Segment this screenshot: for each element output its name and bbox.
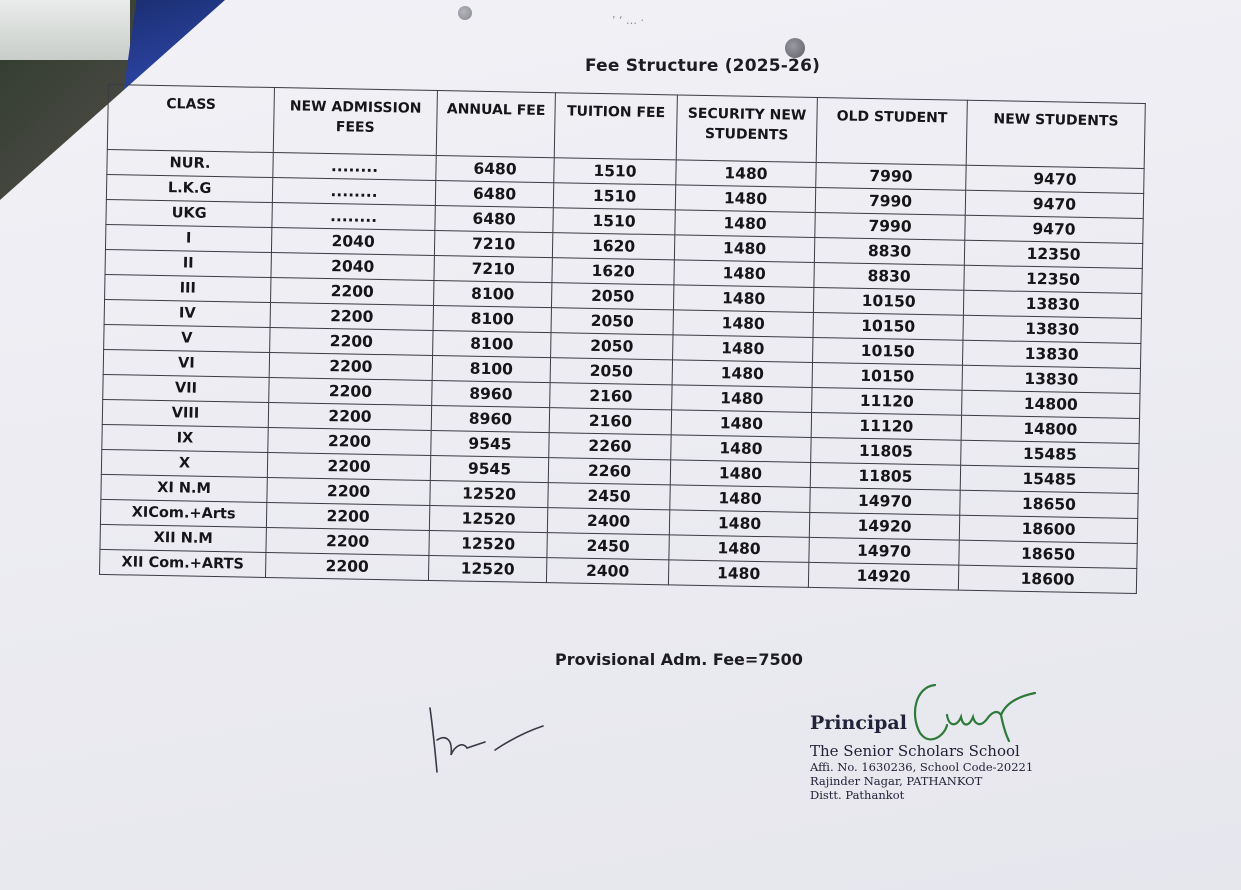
class-cell: L.K.G <box>106 174 272 202</box>
fee-cell: 14800 <box>962 390 1140 418</box>
fee-cell: 9470 <box>965 215 1143 243</box>
fee-cell: 2200 <box>269 378 432 406</box>
fee-cell: 1480 <box>670 485 810 513</box>
fee-cell: 1480 <box>675 210 815 238</box>
fee-cell: 1620 <box>552 233 674 260</box>
handwritten-initials <box>425 700 555 780</box>
column-header: CLASS <box>107 85 274 153</box>
fee-table <box>99 84 1146 594</box>
class-cell: NUR. <box>107 149 273 177</box>
fee-cell: 1480 <box>670 460 810 488</box>
fee-cell: 11805 <box>810 462 960 490</box>
fee-cell: 8830 <box>814 262 964 290</box>
punch-hole <box>785 38 805 58</box>
class-cell: VII <box>103 374 269 402</box>
fee-cell: 14800 <box>961 415 1139 443</box>
fee-cell: 15485 <box>960 465 1138 493</box>
fee-cell: 1480 <box>671 410 811 438</box>
class-cell: VIII <box>102 399 268 427</box>
fee-cell: 10150 <box>813 337 963 365</box>
class-cell: II <box>105 249 271 277</box>
fee-cell: 10150 <box>813 312 963 340</box>
fee-cell: 7990 <box>816 162 966 190</box>
fee-cell: 6480 <box>436 156 554 183</box>
fee-cell: 2200 <box>267 452 430 480</box>
page-title: Fee Structure (2025-26) <box>585 56 821 76</box>
fee-cell: 12520 <box>429 505 547 532</box>
column-header: TUITION FEE <box>554 93 677 160</box>
fee-cell: 14970 <box>810 487 960 515</box>
fee-cell: 13830 <box>962 340 1140 368</box>
fee-table-body <box>100 149 1145 593</box>
fee-cell: 2200 <box>270 303 433 331</box>
fee-cell: 18650 <box>959 540 1137 568</box>
fee-cell: 14970 <box>809 537 959 565</box>
fee-cell: 2450 <box>547 533 669 560</box>
class-cell: XII N.M <box>100 524 266 552</box>
fee-cell: 1620 <box>552 258 674 285</box>
fee-cell: 12520 <box>429 530 547 557</box>
fee-cell: 1480 <box>673 285 813 313</box>
column-header: NEW ADMISSION FEES <box>273 88 437 156</box>
fee-cell: 12350 <box>964 240 1142 268</box>
fee-cell: 2040 <box>271 253 434 281</box>
fee-cell: 2200 <box>271 278 434 306</box>
fee-cell: 9545 <box>431 430 549 457</box>
fee-cell: 2260 <box>549 433 671 460</box>
fee-cell: 13830 <box>963 315 1141 343</box>
fee-cell: 6480 <box>435 206 553 233</box>
fee-cell: 1510 <box>553 183 675 210</box>
fee-cell: 2160 <box>549 408 671 435</box>
fee-cell: 12520 <box>430 480 548 507</box>
fee-cell: 1480 <box>674 260 814 288</box>
fee-cell: 9545 <box>430 455 548 482</box>
column-header: SECURITY NEW STUDENTS <box>676 95 817 163</box>
fee-cell: 2450 <box>548 483 670 510</box>
fee-cell: 2050 <box>551 308 673 335</box>
fee-cell: 8960 <box>431 405 549 432</box>
fee-cell: 8960 <box>432 380 550 407</box>
stamp-district: Distt. Pathankot <box>810 788 905 802</box>
class-cell: VI <box>103 349 269 377</box>
fee-cell: 1480 <box>672 385 812 413</box>
fee-cell: 1480 <box>676 160 816 188</box>
fee-cell: 2200 <box>266 502 429 530</box>
fee-cell: 7990 <box>815 187 965 215</box>
fee-cell: 8100 <box>433 330 551 357</box>
fee-cell: 12520 <box>428 555 546 582</box>
fee-cell: 2050 <box>551 333 673 360</box>
fee-cell: 6480 <box>435 181 553 208</box>
class-cell: XI N.M <box>101 474 267 502</box>
fee-cell: 14920 <box>808 562 958 590</box>
fee-cell: 8100 <box>433 306 551 333</box>
fee-cell: 1510 <box>554 158 676 185</box>
fee-cell: 9470 <box>965 190 1143 218</box>
class-cell: UKG <box>106 199 272 227</box>
fee-cell: 1480 <box>675 185 815 213</box>
stamp-address: Rajinder Nagar, PATHANKOT <box>810 774 983 788</box>
fee-cell: 2160 <box>550 383 672 410</box>
class-cell: XII Com.+ARTS <box>100 549 266 577</box>
fee-cell: 18600 <box>958 565 1136 593</box>
fee-cell: 1480 <box>672 360 812 388</box>
fee-cell: 1480 <box>669 510 809 538</box>
fee-cell: 2200 <box>268 427 431 455</box>
fee-cell: 2050 <box>550 358 672 385</box>
class-cell: I <box>105 224 271 252</box>
class-cell: IX <box>102 424 268 452</box>
fee-cell: ........ <box>272 178 435 206</box>
fee-cell: 10150 <box>812 362 962 390</box>
fee-cell: 8100 <box>432 355 550 382</box>
punch-hole <box>458 6 472 20</box>
fee-cell: 2050 <box>551 283 673 310</box>
principal-stamp <box>810 712 1033 802</box>
stamp-affiliation: Affi. No. 1630236, School Code-20221 <box>810 760 1034 774</box>
column-header: OLD STUDENT <box>816 98 967 166</box>
fee-cell: ........ <box>272 203 435 231</box>
fee-cell: 18600 <box>959 515 1137 543</box>
fee-cell: 7210 <box>434 231 552 258</box>
fee-cell: 10150 <box>813 287 963 315</box>
background-light-patch <box>0 0 130 60</box>
fee-cell: 2200 <box>269 353 432 381</box>
fee-cell: ........ <box>273 153 436 181</box>
fee-cell: 2200 <box>265 552 428 580</box>
stamp-title: Principal <box>810 712 907 734</box>
fee-cell: 1480 <box>668 560 808 588</box>
fee-cell: 13830 <box>963 290 1141 318</box>
column-header: ANNUAL FEE <box>436 91 555 158</box>
fee-cell: 2040 <box>271 228 434 256</box>
fee-cell: 2200 <box>266 527 429 555</box>
fee-cell: 14920 <box>809 512 959 540</box>
class-cell: V <box>104 324 270 352</box>
provisional-fee-note: Provisional Adm. Fee=7500 <box>555 650 803 669</box>
class-cell: IV <box>104 299 270 327</box>
fee-cell: 8830 <box>814 237 964 265</box>
fee-cell: 12350 <box>964 265 1142 293</box>
fee-cell: 2400 <box>547 508 669 535</box>
fee-cell: 2400 <box>546 558 668 585</box>
fee-cell: 2260 <box>548 458 670 485</box>
fee-cell: 7210 <box>434 256 552 283</box>
column-header: NEW STUDENTS <box>966 100 1145 168</box>
fee-cell: 11120 <box>812 387 962 415</box>
fee-cell: 1480 <box>671 435 811 463</box>
stamp-school-name: The Senior Scholars School <box>810 742 1020 760</box>
fee-cell: 1480 <box>673 335 813 363</box>
fee-cell: 1480 <box>669 535 809 563</box>
fee-cell: 11120 <box>811 412 961 440</box>
fee-cell: 8100 <box>433 281 551 308</box>
fee-cell: 18650 <box>960 490 1138 518</box>
fee-cell: 11805 <box>811 437 961 465</box>
fee-cell: 2200 <box>270 328 433 356</box>
class-cell: XICom.+Arts <box>100 499 266 527</box>
fee-cell: 13830 <box>962 365 1140 393</box>
class-cell: III <box>105 274 271 302</box>
header-scribble: ’ ‘ … · <box>612 14 644 27</box>
fee-cell: 2200 <box>268 402 431 430</box>
fee-cell: 7990 <box>815 212 965 240</box>
class-cell: X <box>101 449 267 477</box>
fee-cell: 1510 <box>553 208 675 235</box>
fee-cell: 15485 <box>961 440 1139 468</box>
fee-cell: 9470 <box>966 165 1144 193</box>
fee-cell: 1480 <box>673 310 813 338</box>
fee-cell: 2200 <box>267 477 430 505</box>
fee-cell: 1480 <box>674 235 814 263</box>
